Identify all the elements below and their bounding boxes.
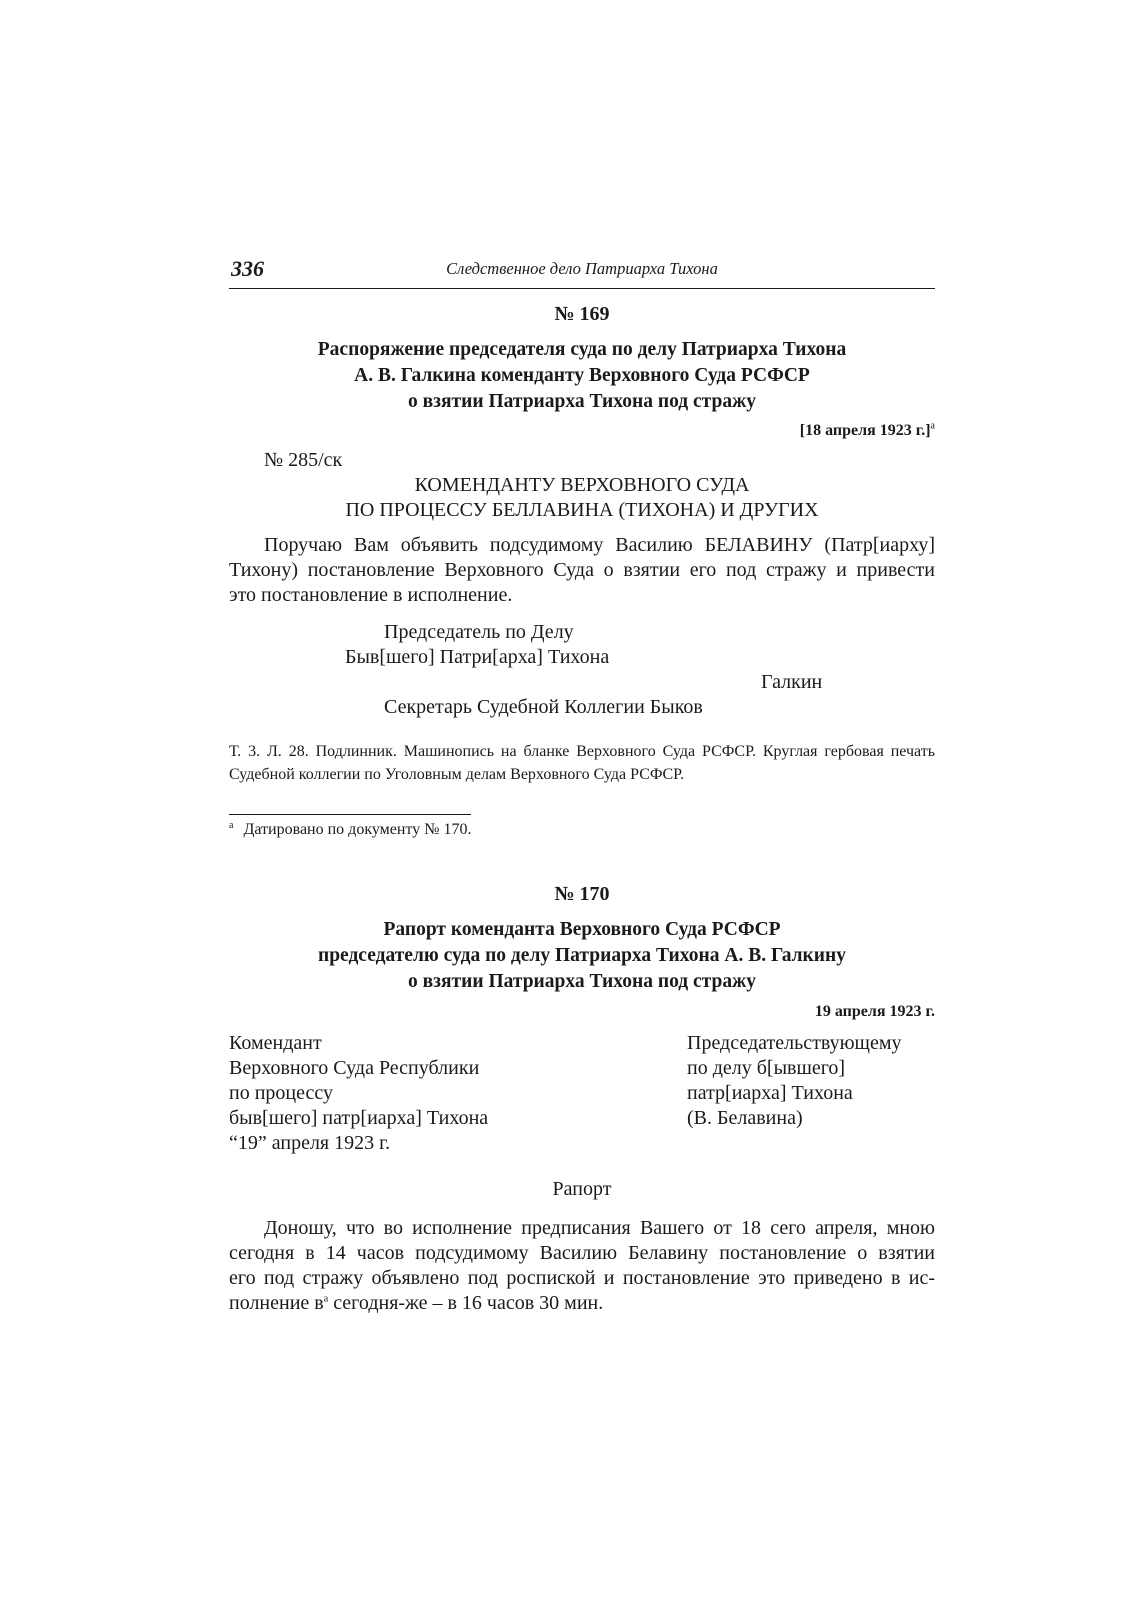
sender-line: Комендант <box>229 1032 322 1054</box>
document-title-line: о взятии Патриарха Тихона под стражу <box>408 391 756 412</box>
document-title-line: председателю суда по делу Патриарха Тихона А. В. Галкину <box>317 945 847 966</box>
addressee-line: ПО ПРОЦЕССУ БЕЛЛАВИНА (ТИХОНА) И ДРУГИХ <box>345 499 819 521</box>
footnote-text: Датировано по документу № 170. <box>243 821 472 838</box>
recipient-block <box>687 1031 935 1156</box>
body-line <box>229 1291 935 1316</box>
sender-line: быв[шего] патр[иарха] Тихона <box>229 1107 489 1129</box>
document-170 <box>229 883 935 1316</box>
document-title-line: А. В. Галкина коменданту Верховного Суда РСФСР <box>354 365 810 386</box>
document-number: № 170 <box>554 883 610 905</box>
secretary-line: Секретарь Судебной Коллегии Быков <box>384 696 703 718</box>
sender-line: “19” апреля 1923 г. <box>229 1132 391 1154</box>
signature-block <box>229 620 935 720</box>
body-line: это постановление в исполнение. <box>229 584 513 606</box>
outgoing-number: № 285/ск <box>264 449 343 471</box>
running-header <box>229 252 935 289</box>
document-date: 19 апреля 1923 г. <box>814 1003 935 1020</box>
document-title <box>229 337 935 415</box>
body-text: сегодня-же – в 16 часов 30 мин. <box>328 1292 604 1314</box>
body-line: его под стражу объявлено под роспиской и постановление это приведено в ис- <box>229 1267 935 1289</box>
footnote-mark: а <box>930 420 935 432</box>
recipient-line: Председательствующему <box>687 1032 902 1054</box>
addressee <box>229 473 935 523</box>
document-title <box>229 917 935 995</box>
document-body <box>229 533 935 608</box>
document-body <box>229 1216 935 1316</box>
document-169 <box>229 303 935 839</box>
document-date-text: [18 апреля 1923 г.] <box>799 422 931 439</box>
document-title-line: о взятии Патриарха Тихона под стражу <box>408 971 756 992</box>
document-title-line: Распоряжение председателя суда по делу Патриарха Тихона <box>317 339 847 360</box>
body-line: Тихону) постановление Верховного Суда о взятии его под стражу и привести <box>229 559 935 581</box>
page-number: 336 <box>231 256 264 281</box>
recipient-line: по делу б[ывшего] <box>687 1057 846 1079</box>
body-line: Доношу, что во исполнение предписания Вашего от 18 сего апреля, мною <box>264 1217 935 1239</box>
document-number: № 169 <box>554 303 610 325</box>
recipient-line: (В. Белавина) <box>687 1107 803 1129</box>
body-text: полнение в <box>229 1292 324 1314</box>
document-date <box>229 422 935 440</box>
sender-line: Верховного Суда Республики <box>229 1057 480 1079</box>
running-header-title: Следственное дело Патриарха Тихона <box>446 259 718 278</box>
sender-line: по процессу <box>229 1082 333 1104</box>
recipient-line: патр[иарха] Тихона <box>687 1082 853 1104</box>
signature-title: Председатель по Делу <box>384 621 574 643</box>
body-line: сегодня в 14 часов подсудимому Василию Белавину постановление о взятии <box>229 1242 935 1264</box>
signature-name: Галкин <box>761 671 823 693</box>
footnote <box>229 821 935 839</box>
footnote-divider <box>229 814 471 815</box>
sender-block <box>229 1031 488 1156</box>
footnote-mark: а <box>323 1293 329 1305</box>
source-note: Т. 3. Л. 28. Подлинник. Машинопись на бланке Верховного Суда РСФСР. Круглая гербовая печать Судебной коллегии по Уголовным делам Верховного Суда РСФСР. <box>229 743 935 783</box>
address-block <box>229 1031 935 1156</box>
addressee-line: КОМЕНДАНТУ ВЕРХОВНОГО СУДА <box>414 474 750 496</box>
report-heading: Рапорт <box>552 1178 612 1200</box>
signature-subtitle: Быв[шего] Патри[арха] Тихона <box>345 646 610 668</box>
footnote-mark: а <box>229 819 234 831</box>
page <box>229 252 935 1316</box>
document-title-line: Рапорт коменданта Верховного Суда РСФСР <box>383 919 781 940</box>
body-line: Поручаю Вам объявить подсудимому Василию БЕЛАВИНУ (Патр[иарху] <box>264 534 935 556</box>
